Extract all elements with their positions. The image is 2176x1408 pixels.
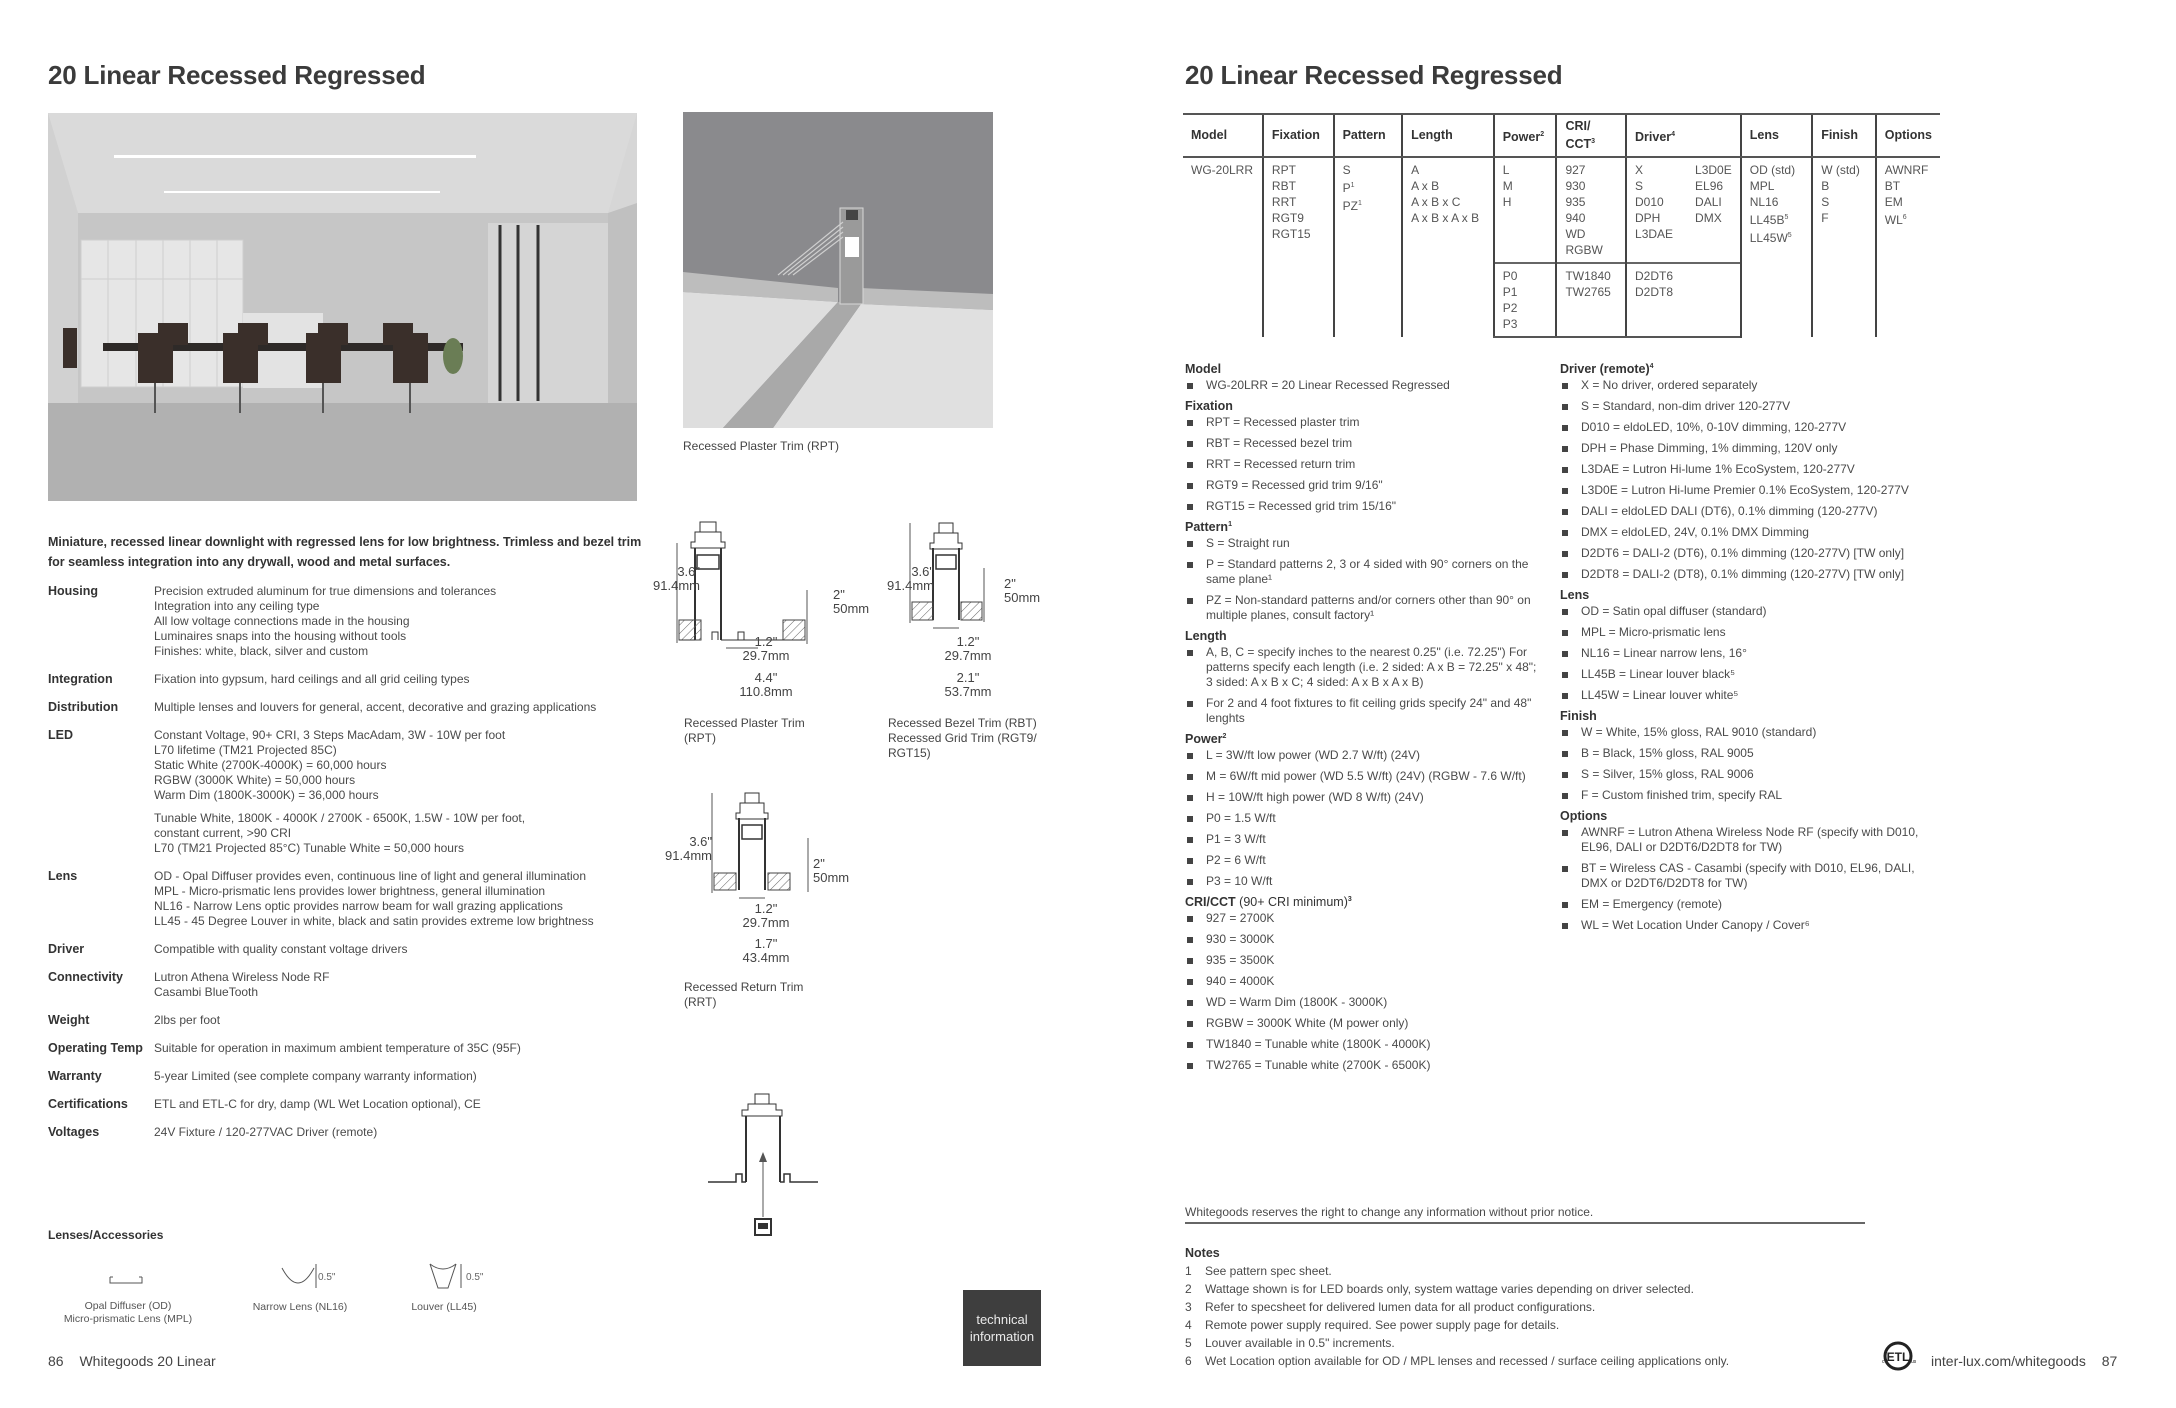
table-value: D2DT8 [1635, 285, 1674, 300]
spec-label: Distribution [48, 700, 119, 714]
spec-line [154, 803, 525, 811]
table-value: P2 [1502, 301, 1518, 316]
table-value: $LL45W^5$ [1749, 231, 1792, 246]
table-value: NL16 [1749, 195, 1779, 210]
table-value: OD (std) [1749, 163, 1796, 178]
ordering-table [1183, 113, 1940, 338]
louver-icon [424, 1260, 464, 1290]
table-value: S [1342, 163, 1351, 178]
table-value: WD [1565, 227, 1586, 242]
cell-finish [1812, 157, 1876, 337]
spec-value [154, 1013, 220, 1028]
table-value: 930 [1565, 179, 1586, 194]
spec-line: NL16 - Narrow Lens optic provides narrow beam for wall grazing applications [154, 899, 563, 913]
lens-insertion-diagram [698, 1092, 828, 1242]
table-value: P3 [1502, 317, 1518, 332]
spec-line: 5-year Limited (see complete company warranty information) [154, 1069, 477, 1083]
table-value: EM [1884, 195, 1903, 210]
spec-value [154, 1041, 521, 1056]
note-number: 5 [1185, 1336, 1192, 1350]
cell-driver-b [1626, 263, 1741, 337]
table-value: A [1411, 163, 1420, 178]
legend-item: 930 = 3000K [1185, 932, 1545, 947]
legend-item: RGT15 = Recessed grid trim 15/16" [1185, 499, 1545, 514]
spec-line: Tunable White, 1800K - 4000K / 2700K - 6500K, 1.5W - 10W per foot, [154, 811, 526, 825]
table-value: D010 [1635, 195, 1664, 210]
legend-item: OD = Satin opal diffuser (standard) [1560, 604, 1940, 619]
table-value: DMX [1695, 211, 1722, 226]
spec-line: Static White (2700K-4000K) = 60,000 hours [154, 758, 387, 772]
legend-item: F = Custom finished trim, specify RAL [1560, 788, 1940, 803]
legend-item: P1 = 3 W/ft [1185, 832, 1545, 847]
legend-item: For 2 and 4 foot fixtures to fit ceiling grids specify 24" and 48" lenghts [1185, 696, 1545, 726]
product-intro: Miniature, recessed linear downlight with regressed lens for low brightness. Trimless and bezel trim for seamless integration into any drywall, wood and metal surfaces. [48, 535, 642, 569]
spec-value [154, 1125, 377, 1140]
table-value: L3D0E [1695, 163, 1732, 178]
spec-list [48, 584, 648, 1153]
notes-heading: Notes [1185, 1246, 1220, 1260]
caption-line: (RRT) [684, 995, 717, 1009]
cell-power-a [1494, 157, 1557, 263]
spec-line: Warm Dim (1800K-3000K) = 36,000 hours [154, 788, 379, 802]
legend-item: EM = Emergency (remote) [1560, 897, 1940, 912]
legend-item: NL16 = Linear narrow lens, 16° [1560, 646, 1940, 661]
legend-item: 940 = 4000K [1185, 974, 1545, 989]
legend-heading [1560, 809, 1940, 823]
cell-power-b [1494, 263, 1557, 337]
legend-heading-text: Finish [1560, 709, 1597, 723]
rpt-caption [684, 716, 834, 746]
right-footer [1931, 1353, 2117, 1369]
note-text: Remote power supply required. See power supply page for details. [1205, 1318, 1560, 1332]
table-value: RBT [1271, 179, 1296, 194]
legend-heading-text: Model [1185, 362, 1222, 376]
spec-row [48, 584, 648, 659]
cell-pattern [1334, 157, 1402, 337]
accessory-label-line: Micro-prismatic Lens (MPL) [63, 1313, 193, 1325]
table-value: X [1635, 163, 1644, 178]
louver-dim: 0.5" [466, 1272, 484, 1283]
note-number: 4 [1185, 1318, 1192, 1332]
rpt-outer-width-dim: 4.4" 110.8mm [739, 670, 793, 699]
spec-label: Housing [48, 584, 98, 598]
spec-line: constant current, >90 CRI [154, 826, 292, 840]
cell-cri-a [1556, 157, 1626, 263]
spec-line: 2lbs per foot [154, 1013, 221, 1027]
narrow-lens-dim: 0.5" [318, 1272, 336, 1283]
spec-value [154, 1097, 481, 1112]
rpt-depth-dim: 2" 50mm [833, 587, 870, 616]
legend-item: D010 = eldoLED, 10%, 0-10V dimming, 120-277V [1560, 420, 1940, 435]
spec-value [154, 942, 407, 957]
legend-heading-text: Lens [1560, 588, 1590, 602]
table-value: DALI [1695, 195, 1722, 210]
left-footer-text: Whitegoods 20 Linear [79, 1353, 216, 1369]
spec-line: Finishes: white, black, silver and custom [154, 644, 369, 658]
table-value: RGT15 [1271, 227, 1311, 242]
caption-line: Recessed Grid Trim (RGT9/ [888, 731, 1037, 745]
table-value: P1 [1502, 285, 1518, 300]
legend-heading-suffix: (90+ CRI minimum) [1235, 895, 1348, 909]
legend-item: TW2765 = Tunable white (2700K - 6500K) [1185, 1058, 1545, 1073]
note-item [1185, 1352, 1885, 1370]
table-value: M [1502, 179, 1513, 194]
table-value: P0 [1502, 269, 1518, 284]
spec-row [48, 1125, 648, 1140]
table-value: S [1635, 179, 1644, 194]
spec-row [48, 1097, 648, 1112]
rrt-caption [684, 980, 834, 1010]
note-text: Wet Location option available for OD / MPL lenses and recessed / surface ceiling applications only. [1205, 1354, 1730, 1368]
legend-item: S = Silver, 15% gloss, RAL 9006 [1560, 767, 1940, 782]
spec-row [48, 942, 648, 957]
rrt-inner-width-dim: 1.2" 29.7mm [742, 901, 790, 930]
right-page-number: 87 [2101, 1353, 2118, 1369]
legend-item: M = 6W/ft mid power (WD 5.5 W/ft) (24V) (RGBW - 7.6 W/ft) [1185, 769, 1545, 784]
table-value: L [1502, 163, 1510, 178]
spec-label: Driver [48, 942, 85, 956]
caption-line: Recessed Return Trim [684, 980, 804, 994]
table-value: A x B x A x B [1411, 211, 1480, 226]
legend-heading-text: Options [1560, 809, 1608, 823]
spec-line: Fixation into gypsum, hard ceilings and all grid ceiling types [154, 672, 470, 686]
table-value: RGBW [1565, 243, 1603, 258]
legend-item: WD = Warm Dim (1800K - 3000K) [1185, 995, 1545, 1010]
opal-diffuser-icon [100, 1265, 150, 1287]
legend-item: RGBW = 3000K White (M power only) [1185, 1016, 1545, 1031]
svg-text:c: c [1882, 1359, 1885, 1365]
legend-left [1185, 356, 1545, 1079]
table-value: RRT [1271, 195, 1297, 210]
legend-item: B = Black, 15% gloss, RAL 9005 [1560, 746, 1940, 761]
note-number: 2 [1185, 1282, 1192, 1296]
table-value: H [1502, 195, 1512, 210]
note-number: 6 [1185, 1354, 1192, 1368]
spec-line: Luminaires snaps into the housing without tools [154, 629, 407, 643]
spec-row [48, 970, 648, 1000]
legend-right [1560, 356, 1940, 939]
table-value: B [1821, 179, 1830, 194]
legend-heading-text: Length [1185, 629, 1227, 643]
spec-line: Multiple lenses and louvers for general, accent, decorative and grazing applications [154, 700, 597, 714]
left-page-number: 86 [48, 1353, 64, 1369]
table-value: RGT9 [1271, 211, 1304, 226]
table-value: BT [1884, 179, 1901, 194]
table-value: A x B [1411, 179, 1440, 194]
cell-length [1402, 157, 1494, 337]
legend-item: P2 = 6 W/ft [1185, 853, 1545, 868]
rbt-caption [888, 716, 1048, 761]
table-value: $LL45B^5$ [1749, 213, 1789, 228]
legend-item: BT = Wireless CAS - Casambi (specify with D010, EL96, DALI, DMX or D2DT6/D2DT8 for TW) [1560, 861, 1940, 891]
spec-label: Connectivity [48, 970, 124, 984]
legend-heading-text: Fixation [1185, 399, 1233, 413]
legend-item: LL45B = Linear louver black⁵ [1560, 667, 1940, 682]
spec-label: Certifications [48, 1097, 128, 1111]
rpt-inner-width-dim: 1.2" 29.7mm [742, 634, 790, 663]
table-value: L3DAE [1635, 227, 1674, 242]
spec-line: Integration into any ceiling type [154, 599, 320, 613]
spec-value [154, 869, 594, 929]
note-item [1185, 1280, 1885, 1298]
note-number: 1 [1185, 1264, 1192, 1278]
table-value: $PZ^1$ [1342, 199, 1362, 214]
cell-lens [1741, 157, 1812, 337]
footnote-ref: 1 [1228, 520, 1232, 528]
note-text: Refer to specsheet for delivered lumen data for all product configurations. [1205, 1300, 1596, 1314]
table-value: W (std) [1821, 163, 1860, 178]
table-value: 935 [1565, 195, 1586, 210]
spec-line: Casambi BlueTooth [154, 985, 259, 999]
spec-row [48, 1013, 648, 1028]
spec-value [154, 728, 525, 856]
legend-heading [1560, 709, 1940, 723]
footnote-ref: 3 [1347, 895, 1352, 903]
table-value: F [1821, 211, 1829, 226]
spec-label: Warranty [48, 1069, 102, 1083]
legend-item: DPH = Phase Dimming, 1% dimming, 120V only [1560, 441, 1940, 456]
lens-insert-drawing [698, 1092, 828, 1242]
spec-line: Suitable for operation in maximum ambient temperature of 35C (95F) [154, 1041, 521, 1055]
accessory-label-line: Narrow Lens (NL16) [252, 1301, 348, 1313]
footnote-ref: 1 [1350, 182, 1355, 190]
legend-item: D2DT8 = DALI-2 (DT8), 0.1% dimming (120-277V) [TW only] [1560, 567, 1940, 582]
legend-heading [1185, 399, 1545, 413]
spec-row [48, 672, 648, 687]
legend-item: D2DT6 = DALI-2 (DT6), 0.1% dimming (120-277V) [TW only] [1560, 546, 1940, 561]
table-value: 940 [1565, 211, 1586, 226]
caption-line: Recessed Plaster Trim [684, 716, 805, 730]
col-options: Options [1876, 114, 1940, 157]
note-item [1185, 1298, 1885, 1316]
col-power: Power$^2$ [1494, 114, 1557, 157]
conference-room-image [48, 113, 637, 501]
col-finish: Finish [1812, 114, 1876, 157]
table-value: WG-20LRR [1191, 163, 1254, 178]
rpt-render-image [683, 112, 993, 428]
table-value: $WL^6$ [1884, 213, 1907, 228]
opal-diffuser-label [48, 1300, 208, 1326]
narrow-lens-label [240, 1300, 360, 1315]
cell-fixation [1263, 157, 1334, 337]
legend-heading [1185, 629, 1545, 643]
legend-item: WL = Wet Location Under Canopy / Cover⁶ [1560, 918, 1940, 933]
caption-line: RGT15) [888, 746, 931, 760]
svg-text:us: us [1911, 1359, 1916, 1365]
rbt-inner-width-dim: 1.2" 29.7mm [944, 634, 992, 663]
table-value: EL96 [1695, 179, 1724, 194]
legend-item: 935 = 3500K [1185, 953, 1545, 968]
footnote-ref: 5 [1784, 214, 1789, 222]
legend-item: L3D0E = Lutron Hi-lume Premier 0.1% EcoSystem, 120-277V [1560, 483, 1940, 498]
caption-line: (RPT) [684, 731, 716, 745]
col-length: Length [1402, 114, 1494, 157]
legend-heading [1185, 732, 1545, 746]
svg-text:ETL: ETL [1886, 1350, 1910, 1364]
spec-row [48, 1069, 648, 1084]
rpt-height-dim: 3.6" 91.4mm [653, 564, 700, 593]
legend-item: RPT = Recessed plaster trim [1185, 415, 1545, 430]
col-cri-cct: CRI/ CCT$^3$ [1556, 114, 1626, 157]
legend-heading [1185, 520, 1545, 534]
hero-photo [48, 113, 637, 501]
legend-item: S = Standard, non-dim driver 120-277V [1560, 399, 1940, 414]
col-model: Model [1183, 114, 1263, 157]
note-text: See pattern spec sheet. [1205, 1264, 1332, 1278]
table-value: MPL [1749, 179, 1775, 194]
legend-item: RGT9 = Recessed grid trim 9/16" [1185, 478, 1545, 493]
spec-line: MPL - Micro-prismatic lens provides lower brightness, general illumination [154, 884, 546, 898]
footnote-ref: 6 [1902, 214, 1907, 222]
note-text: Louver available in 0.5" increments. [1205, 1336, 1395, 1350]
spec-line: All low voltage connections made in the housing [154, 614, 410, 628]
note-item [1185, 1316, 1885, 1334]
left-page-title: 20 Linear Recessed Regressed [48, 60, 426, 90]
spec-line: L70 lifetime (TM21 Projected 85C) [154, 743, 337, 757]
rpt-render-caption: Recessed Plaster Trim (RPT) [683, 439, 840, 453]
notes-list [1185, 1262, 1885, 1370]
col-fixation: Fixation [1263, 114, 1334, 157]
accessories-heading: Lenses/Accessories [48, 1228, 164, 1242]
legend-item: H = 10W/ft high power (WD 8 W/ft) (24V) [1185, 790, 1545, 805]
legend-heading [1185, 895, 1545, 909]
spec-line: ETL and ETL-C for dry, damp (WL Wet Location optional), CE [154, 1097, 481, 1111]
col-pattern: Pattern [1334, 114, 1402, 157]
cell-options [1876, 157, 1940, 337]
legend-heading-text: Driver (remote) [1560, 362, 1650, 376]
rrt-height-dim: 3.6" 91.4mm [665, 834, 712, 863]
spec-label: Operating Temp [48, 1041, 143, 1055]
technical-information-tab[interactable]: technical information [963, 1290, 1041, 1366]
accessory-label-line: Louver (LL45) [411, 1301, 477, 1313]
legend-heading-text: Pattern [1185, 520, 1229, 534]
cell-cri-b [1556, 263, 1626, 337]
table-value: 927 [1565, 163, 1586, 178]
notes-section [1185, 1240, 1885, 1370]
legend-item: P3 = 10 W/ft [1185, 874, 1545, 889]
spec-label: LED [48, 728, 73, 742]
spec-label: Voltages [48, 1125, 100, 1139]
spec-row [48, 869, 648, 929]
legend-item: L3DAE = Lutron Hi-lume 1% EcoSystem, 120-277V [1560, 462, 1940, 477]
accessory-label-line: Opal Diffuser (OD) [84, 1300, 172, 1312]
legend-item: DALI = eldoLED DALI (DT6), 0.1% dimming (120-277V) [1560, 504, 1940, 519]
legend-item: WG-20LRR = 20 Linear Recessed Regressed [1185, 378, 1545, 393]
footnote-ref: 5 [1787, 232, 1792, 240]
legend-item: RBT = Recessed bezel trim [1185, 436, 1545, 451]
table-value: TW1840 [1565, 269, 1611, 284]
legend-item: 927 = 2700K [1185, 911, 1545, 926]
legend-item: A, B, C = specify inches to the nearest 0.25" (i.e. 72.25") For patterns specify each length (i.e. 2 sided: A x B = 72.25" x 48"; 3 sided: A x B x C; 4 sided: A x B x A x B) [1185, 645, 1545, 690]
spec-value [154, 970, 329, 1000]
legend-item: MPL = Micro-prismatic lens [1560, 625, 1940, 640]
spec-line: Precision extruded aluminum for true dimensions and tolerances [154, 584, 497, 598]
spec-line: 24V Fixture / 120-277VAC Driver (remote) [154, 1125, 378, 1139]
spec-line: RGBW (3000K White) = 50,000 hours [154, 773, 356, 787]
left-footer [48, 1353, 216, 1369]
spec-row [48, 700, 648, 715]
rrt-outer-width-dim: 1.7" 43.4mm [742, 936, 790, 965]
spec-line: L70 (TM21 Projected 85°C) Tunable White = 50,000 hours [154, 841, 464, 855]
note-text: Wattage shown is for LED boards only, system wattage varies depending on driver selected. [1205, 1282, 1694, 1296]
spec-row [48, 1041, 648, 1056]
table-value: AWNRF [1884, 163, 1929, 178]
website-link[interactable]: inter-lux.com/whitegoods [1931, 1353, 2086, 1369]
spec-line: Constant Voltage, 90+ CRI, 3 Steps MacAdam, 3W - 10W per foot [154, 728, 506, 742]
spec-value [154, 700, 596, 715]
table-value: A x B x C [1411, 195, 1461, 210]
spec-row [48, 728, 648, 856]
rbt-depth-dim: 2" 50mm [1004, 576, 1041, 605]
footnote-ref: 2 [1222, 732, 1227, 740]
table-value: TW2765 [1565, 285, 1611, 300]
legend-item: X = No driver, ordered separately [1560, 378, 1940, 393]
legend-heading [1185, 362, 1545, 376]
footnote-ref: 4 [1649, 362, 1654, 370]
legend-heading-text: Power [1185, 732, 1223, 746]
cell-driver-a [1626, 157, 1741, 263]
spec-value [154, 1069, 477, 1084]
table-value: RPT [1271, 163, 1296, 178]
caption-line: Recessed Bezel Trim (RBT) [888, 716, 1037, 730]
legend-item: P0 = 1.5 W/ft [1185, 811, 1545, 826]
spec-line: Lutron Athena Wireless Node RF [154, 970, 330, 984]
table-value: S [1821, 195, 1830, 210]
legend-heading [1560, 588, 1940, 602]
spec-line: OD - Opal Diffuser provides even, continuous line of light and general illumination [154, 869, 587, 883]
table-value: D2DT6 [1635, 269, 1674, 284]
spec-value [154, 672, 470, 687]
spec-value [154, 584, 496, 659]
col-lens: Lens [1741, 114, 1812, 157]
col-driver: Driver$^4$ [1626, 114, 1741, 157]
table-value: DPH [1635, 211, 1661, 226]
note-item [1185, 1262, 1885, 1280]
rbt-height-dim: 3.6" 91.4mm [887, 564, 934, 593]
legend-item: RRT = Recessed return trim [1185, 457, 1545, 472]
legend-heading-text: CRI/CCT [1185, 895, 1236, 909]
legend-item: LL45W = Linear louver white⁵ [1560, 688, 1940, 703]
rrt-depth-dim: 2" 50mm [813, 856, 850, 885]
legend-item: PZ = Non-standard patterns and/or corners other than 90° on multiple planes, consult factory¹ [1185, 593, 1545, 623]
legend-item: W = White, 15% gloss, RAL 9010 (standard) [1560, 725, 1940, 740]
legend-heading [1560, 362, 1940, 376]
table-value: $P^1$ [1342, 181, 1355, 196]
legend-item: AWNRF = Lutron Athena Wireless Node RF (specify with D010, EL96, DALI or D2DT6/D2DT8 for TW) [1560, 825, 1940, 855]
spec-label: Weight [48, 1013, 90, 1027]
note-item [1185, 1334, 1885, 1352]
etl-logo-icon [1880, 1340, 1916, 1374]
disclaimer: Whitegoods reserves the right to change any information without prior notice. [1185, 1205, 1865, 1224]
right-page-title: 20 Linear Recessed Regressed [1185, 60, 1563, 90]
narrow-lens-icon [278, 1262, 318, 1290]
rbt-outer-width-dim: 2.1" 53.7mm [944, 670, 992, 699]
legend-item: L = 3W/ft low power (WD 2.7 W/ft) (24V) [1185, 748, 1545, 763]
spec-label: Lens [48, 869, 78, 883]
louver-label [384, 1300, 504, 1315]
legend-item: S = Straight run [1185, 536, 1545, 551]
footnote-ref: 1 [1357, 200, 1362, 208]
cell-model [1183, 157, 1263, 337]
legend-item: DMX = eldoLED, 24V, 0.1% DMX Dimming [1560, 525, 1940, 540]
spec-label: Integration [48, 672, 113, 686]
legend-item: TW1840 = Tunable white (1800K - 4000K) [1185, 1037, 1545, 1052]
legend-item: P = Standard patterns 2, 3 or 4 sided with 90° corners on the same plane¹ [1185, 557, 1545, 587]
spec-line: LL45 - 45 Degree Louver in white, black and satin provides extreme low brightness [154, 914, 594, 928]
spec-line: Compatible with quality constant voltage drivers [154, 942, 408, 956]
note-number: 3 [1185, 1300, 1192, 1314]
